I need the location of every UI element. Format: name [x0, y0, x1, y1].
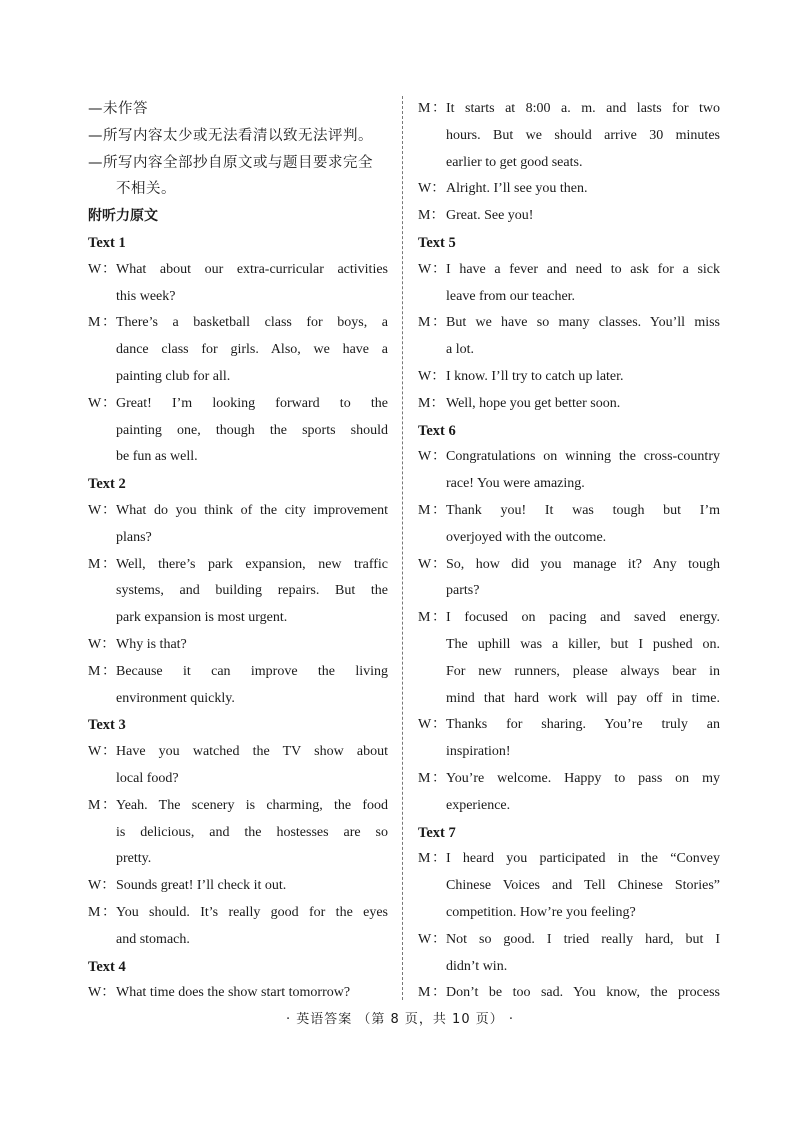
dialogue-text: I have a fever and need to ask for a sick	[446, 261, 720, 277]
note-line: 不相关。	[116, 181, 176, 198]
dialogue-text: Great! I’m looking forward to the	[116, 395, 388, 411]
dialogue-continuation: hours. But we should arrive 30 minutes	[446, 127, 720, 143]
dialogue-line	[418, 846, 720, 873]
dialogue-continuation: this week?	[116, 288, 176, 304]
speaker-label: M：	[418, 502, 446, 518]
dialogue-text: Have you watched the TV show about	[116, 744, 388, 760]
speaker-label: M：	[88, 315, 116, 331]
speaker-label: M：	[88, 556, 116, 572]
dialogue-continuation: overjoyed with the outcome.	[446, 529, 607, 545]
dialogue-line	[418, 712, 720, 739]
dialogue-text: Alright. I’ll see you then.	[446, 181, 588, 197]
dialogue-text: I know. I’ll try to catch up later.	[446, 368, 624, 384]
dialogue-text: What do you think of the city improvement	[116, 502, 388, 518]
speaker-label: M：	[418, 395, 445, 411]
speaker-label: W：	[88, 261, 116, 277]
dialogue-line	[418, 257, 720, 284]
dialogue-continuation: The uphill was a killer, but I pushed on.	[446, 636, 720, 652]
dialogue-line	[88, 980, 388, 1007]
transcript-title: 附听力原文	[88, 208, 158, 225]
right-column	[418, 96, 720, 1007]
speaker-label: W：	[88, 502, 116, 518]
dialogue-continuation: is delicious, and the hostesses are so	[116, 824, 388, 840]
dialogue-text: Congratulations on winning the cross-country	[446, 449, 720, 465]
section-heading: Text 7	[418, 824, 456, 841]
dialogue-line	[88, 900, 388, 927]
note-line: —所写内容太少或无法看清以致无法评判。	[88, 127, 373, 144]
dialogue-continuation: dance class for girls. Also, we have a	[116, 342, 388, 358]
speaker-label: W：	[418, 368, 446, 384]
dialogue-continuation: experience.	[446, 797, 511, 813]
column-divider	[402, 96, 403, 1000]
dialogue-text: Thanks for sharing. You’re truly an	[446, 717, 720, 733]
dialogue-continuation: systems, and building repairs. But the	[116, 583, 388, 599]
speaker-label: W：	[418, 449, 446, 465]
section-heading: Text 2	[88, 476, 126, 493]
dialogue-line	[418, 927, 720, 954]
dialogue-continuation: environment quickly.	[116, 690, 235, 706]
note-line: —未作答	[88, 101, 148, 117]
dialogue-text: Well, hope you get better soon.	[446, 395, 621, 411]
dialogue-line	[418, 391, 720, 418]
dialogue-continuation: For new runners, please always bear in	[446, 663, 720, 679]
dialogue-continuation: race! You were amazing.	[446, 476, 585, 492]
speaker-label: W：	[418, 717, 446, 733]
dialogue-text: Great. See you!	[446, 208, 534, 224]
dialogue-text: Why is that?	[116, 636, 187, 652]
speaker-label: M：	[88, 663, 116, 679]
dialogue-continuation: be fun as well.	[116, 449, 198, 465]
dialogue-continuation: mind that hard work will pay off in time.	[446, 690, 720, 706]
dialogue-continuation: painting club for all.	[116, 368, 231, 384]
dialogue-line	[88, 498, 388, 525]
dialogue-line	[418, 552, 720, 579]
section-heading: Text 3	[88, 717, 126, 734]
speaker-label: M：	[418, 315, 446, 331]
dialogue-text: What time does the show start tomorrow?	[116, 985, 351, 1001]
dialogue-continuation: competition. How’re you feeling?	[446, 904, 636, 920]
section-heading: Text 1	[88, 234, 126, 251]
speaker-label: M：	[418, 101, 446, 116]
dialogue-line	[88, 552, 388, 579]
dialogue-text: So, how did you manage it? Any tough	[446, 556, 720, 572]
dialogue-text: Not so good. I tried really hard, but I	[446, 931, 720, 947]
dialogue-line	[418, 176, 720, 203]
dialogue-line	[418, 444, 720, 471]
section-heading: Text 4	[88, 958, 126, 975]
dialogue-text: Thank you! It was tough but I’m	[446, 502, 720, 518]
dialogue-text: You’re welcome. Happy to pass on my	[446, 770, 720, 786]
speaker-label: W：	[88, 878, 116, 894]
dialogue-line	[88, 391, 388, 418]
dialogue-text: But we have so many classes. You’ll miss	[446, 315, 720, 331]
dialogue-text: I heard you participated in the “Convey	[446, 851, 720, 867]
speaker-label: M：	[418, 770, 446, 786]
dialogue-line	[418, 310, 720, 337]
dialogue-continuation: and stomach.	[116, 931, 190, 947]
section-heading: Text 5	[418, 234, 456, 251]
dialogue-line	[418, 364, 720, 391]
dialogue-continuation: Chinese Voices and Tell Chinese Stories”	[446, 878, 720, 894]
dialogue-line	[88, 632, 388, 659]
dialogue-continuation: didn’t win.	[446, 958, 508, 974]
speaker-label: W：	[418, 261, 446, 277]
speaker-label: M：	[88, 797, 116, 813]
dialogue-line	[88, 873, 388, 900]
speaker-label: W：	[418, 931, 446, 947]
dialogue-line	[88, 310, 388, 337]
dialogue-line	[418, 605, 720, 632]
dialogue-line	[88, 257, 388, 284]
dialogue-continuation: pretty.	[116, 851, 152, 867]
section-heading: Text 6	[418, 422, 456, 439]
dialogue-text: There’s a basketball class for boys, a	[116, 315, 388, 331]
dialogue-continuation: leave from our teacher.	[446, 288, 576, 304]
dialogue-text: Don’t be too sad. You know, the process	[446, 985, 720, 1001]
dialogue-continuation: park expansion is most urgent.	[116, 610, 288, 626]
dialogue-text: I focused on pacing and saved energy.	[446, 610, 720, 626]
page-footer: · 英语答案 （第 8 页，共 10 页） ·	[285, 1012, 514, 1027]
dialogue-continuation: earlier to get good seats.	[446, 154, 583, 170]
speaker-label: W：	[88, 985, 116, 1001]
dialogue-continuation: parts?	[446, 583, 480, 599]
dialogue-text: What about our extra-curricular activities	[116, 261, 388, 277]
speaker-label: W：	[88, 744, 116, 760]
note-line: —所写内容全部抄自原文或与题目要求完全	[88, 154, 373, 171]
speaker-label: M：	[88, 904, 116, 920]
speaker-label: M：	[418, 610, 446, 626]
dialogue-line	[88, 659, 388, 686]
dialogue-line	[418, 980, 720, 1007]
dialogue-text: Sounds great! I’ll check it out.	[116, 878, 287, 894]
dialogue-line	[88, 739, 388, 766]
speaker-label: W：	[418, 181, 446, 197]
dialogue-text: It starts at 8:00 a. m. and lasts for two	[446, 101, 720, 116]
dialogue-continuation: a lot.	[446, 342, 474, 358]
dialogue-line	[88, 793, 388, 820]
dialogue-line	[418, 498, 720, 525]
dialogue-continuation: inspiration!	[446, 744, 511, 760]
speaker-label: M：	[418, 851, 446, 867]
speaker-label: W：	[418, 556, 446, 572]
dialogue-continuation: plans?	[116, 529, 152, 545]
speaker-label: W：	[88, 395, 116, 411]
speaker-label: W：	[88, 636, 116, 652]
dialogue-text: Yeah. The scenery is charming, the food	[116, 797, 388, 813]
dialogue-line	[418, 203, 720, 230]
dialogue-continuation: local food?	[116, 770, 179, 786]
dialogue-line	[418, 96, 720, 123]
dialogue-text: You should. It’s really good for the eyes	[116, 904, 388, 920]
speaker-label: M：	[418, 208, 445, 224]
speaker-label: M：	[418, 985, 446, 1001]
left-column	[88, 96, 388, 1007]
dialogue-text: Well, there’s park expansion, new traffic	[116, 556, 388, 572]
dialogue-line	[418, 766, 720, 793]
dialogue-text: Because it can improve the living	[116, 663, 388, 679]
dialogue-continuation: painting one, though the sports should	[116, 422, 388, 438]
